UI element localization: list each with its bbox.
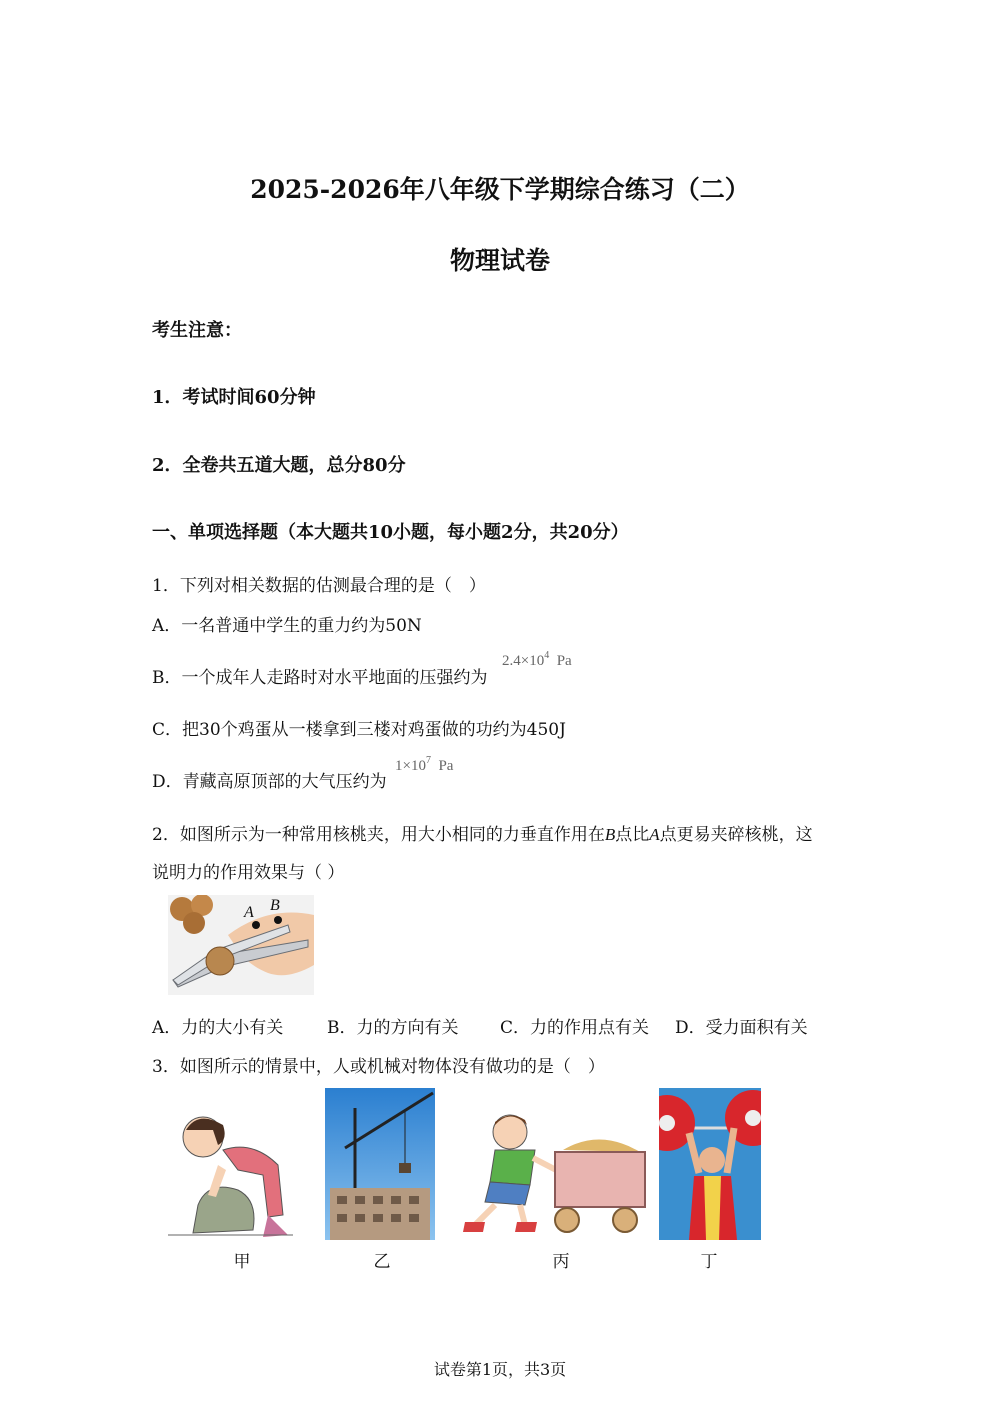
q2-stem-part3: 点更易夹碎核桃，这 [659, 825, 813, 845]
q2-option-d: D．受力面积有关 [675, 1018, 808, 1038]
caption-ding: 丁 [700, 1252, 718, 1272]
q1-d-exponent: 7 [425, 755, 431, 766]
section-heading: 一、单项选择题（本大题共10小题，每小题2分，共20分） [152, 522, 629, 543]
figure-bing-pushing-cart [455, 1110, 650, 1240]
q1-option-b-formula [502, 650, 572, 670]
q1-d-unit: Pa [438, 758, 454, 774]
figure-yi-crane [325, 1088, 435, 1240]
caption-bing: 丙 [552, 1252, 570, 1272]
exam-title: 2025-2026年八年级下学期综合练习（二） [250, 175, 750, 204]
exam-subtitle: 物理试卷 [449, 246, 550, 275]
q1-option-a: A．一名普通中学生的重力约为50N [152, 616, 422, 636]
q1-option-b: B．一个成年人走路时对水平地面的压强约为 [152, 668, 488, 688]
caption-yi: 乙 [373, 1252, 391, 1272]
q1-b-exponent: 4 [544, 650, 550, 661]
figure-jia-lifting-sack [168, 1095, 298, 1240]
q1-option-d: D．青藏高原顶部的大气压约为 [152, 772, 387, 792]
q1-stem: 1．下列对相关数据的估测最合理的是（ ） [152, 576, 486, 596]
q2-stem-part2: 点比 [615, 825, 650, 845]
q1-b-unit: Pa [556, 653, 572, 669]
q2-point-b: B [604, 825, 616, 844]
q2-point-a: A [649, 825, 660, 844]
q1-d-value: 1×10 [395, 758, 426, 774]
caption-jia: 甲 [233, 1252, 251, 1272]
q2-option-a: A．力的大小有关 [152, 1018, 284, 1038]
fig-label-b: B [270, 897, 280, 914]
q2-option-b: B．力的方向有关 [327, 1018, 459, 1038]
q2-stem-line1 [152, 820, 813, 845]
notice-item-time: 1．考试时间60分钟 [152, 387, 316, 408]
q2-option-c: C．力的作用点有关 [500, 1018, 650, 1038]
q1-option-d-formula [395, 755, 453, 775]
q1-option-c: C．把30个鸡蛋从一楼拿到三楼对鸡蛋做的功约为450J [152, 720, 566, 740]
nutcracker-figure [168, 895, 314, 995]
page-footer: 试卷第1页，共3页 [433, 1360, 567, 1379]
q1-b-value: 2.4×10 [502, 653, 545, 669]
notice-item-score: 2．全卷共五道大题，总分80分 [152, 455, 406, 476]
figure-ding-weightlifter [659, 1088, 761, 1240]
fig-label-a: A [244, 904, 254, 921]
q2-stem-part1: 2．如图所示为一种常用核桃夹，用大小相同的力垂直作用在 [152, 825, 605, 845]
q2-stem-line2: 说明力的作用效果与（ ） [152, 863, 345, 883]
q3-stem: 3．如图所示的情景中，人或机械对物体没有做功的是（ ） [152, 1057, 605, 1077]
notice-heading: 考生注意： [152, 320, 242, 341]
